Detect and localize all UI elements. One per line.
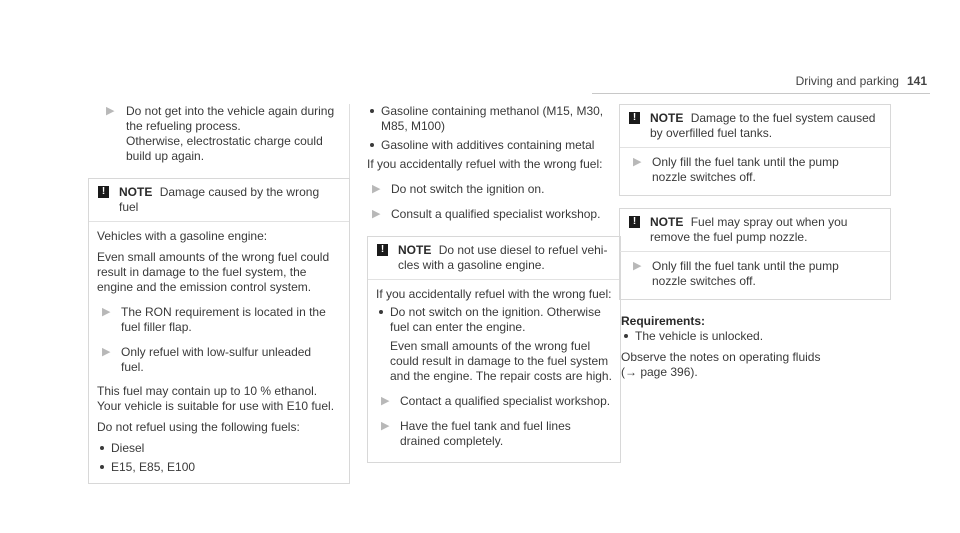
note-title: NOTE <box>650 111 684 125</box>
step-fill-until: ▶ Only fill the fuel tank until the pump nozzle switches off. <box>633 155 839 184</box>
list-item: The vehicle is unlocked. <box>621 329 891 344</box>
column-3 <box>619 104 891 386</box>
list-item: Gasoline containing methanol (M15, M30, M85, M100) <box>367 104 621 134</box>
note-wrong-fuel <box>88 178 350 484</box>
step-drain: ▶ Have the fuel tank and fuel lines drained completely. <box>381 419 571 448</box>
note-body <box>620 147 890 195</box>
note-heading: Damage caused by the wrong fuel <box>119 185 320 214</box>
step-arrow-icon: ▶ <box>381 395 390 407</box>
note-paragraph: Even small amounts of the wrong fuel could result in damage to the fuel system and the engine. The repair costs are high. <box>390 339 612 383</box>
requirements-title: Requirements: <box>621 314 706 328</box>
paragraph: Observe the notes on operating fluids (→ page 396). <box>621 350 821 379</box>
note-header: ! NOTE Damage to the fuel system caused by overfilled fuel tanks. <box>620 105 890 147</box>
note-header <box>89 179 349 221</box>
list-item: Do not switch on the ignition. Otherwise fuel can enter the engine. <box>376 305 612 335</box>
step-no-ignition: ▶ Do not switch the ignition on. <box>372 182 545 196</box>
note-overfill <box>619 104 891 196</box>
step-arrow-icon: ▶ <box>102 306 111 318</box>
step-arrow-icon: ▶ <box>106 105 115 117</box>
warning-icon: ! <box>377 244 388 256</box>
note-paragraph: If you accidentally refuel with the wrong fuel: <box>376 287 612 301</box>
step-arrow-icon: ▶ <box>102 346 111 358</box>
requirements <box>619 314 891 380</box>
note-header: ! NOTE Do not use diesel to refuel vehi- cles with a gasoline engine. <box>368 237 620 279</box>
list-item: E15, E85, E100 <box>97 460 341 475</box>
paragraph: If you accidentally refuel with the wrong fuel: <box>367 157 603 171</box>
section-title: Driving and parking <box>795 74 899 88</box>
note-paragraph: This fuel may contain up to 10 % ethanol. Your vehicle is suitable for use with E10 fuel. <box>97 384 335 413</box>
step-arrow-icon: ▶ <box>381 420 390 432</box>
step-low-sulfur: ▶ Only refuel with low-sulfur unleaded fuel. <box>102 345 312 374</box>
step-consult: ▶ Consult a qualified specialist workshop. <box>372 207 601 221</box>
note-title: NOTE <box>398 243 432 257</box>
note-title: NOTE <box>119 185 153 199</box>
step-line: build up again. <box>126 149 205 163</box>
step-fill-until: ▶ Only fill the fuel tank until the pump nozzle switches off. <box>633 259 839 288</box>
note-title: NOTE <box>650 215 684 229</box>
note-paragraph: Even small amounts of the wrong fuel could result in damage to the fuel system, the engine and the emission control system. <box>97 250 330 294</box>
note-body <box>620 251 890 299</box>
step-arrow-icon: ▶ <box>633 156 642 168</box>
note-body <box>89 221 349 483</box>
warning-icon: ! <box>629 112 640 124</box>
step-arrow-icon: ▶ <box>372 208 381 220</box>
note-paragraph: Do not refuel using the following fuels: <box>97 420 300 434</box>
step-ron: ▶ The RON requirement is located in the fuel filler flap. <box>102 305 326 334</box>
step-stay-outside <box>100 104 350 164</box>
warning-icon: ! <box>98 186 109 198</box>
note-diesel <box>367 236 621 463</box>
list-item: Gasoline with additives containing metal <box>367 138 621 153</box>
column-2 <box>367 104 621 463</box>
note-body <box>368 279 620 462</box>
page-reference-link[interactable]: (→ page 396). <box>621 365 698 379</box>
warning-icon: ! <box>629 216 640 228</box>
step-line: Otherwise, electrostatic charge could <box>126 134 323 148</box>
step-arrow-icon: ▶ <box>372 183 381 195</box>
note-spray <box>619 208 891 300</box>
column-1 <box>88 104 350 484</box>
list-item: Diesel <box>97 441 341 456</box>
step-line: the refueling process. <box>126 119 241 133</box>
note-paragraph: Vehicles with a gasoline engine: <box>97 229 268 243</box>
step-arrow-icon: ▶ <box>633 260 642 272</box>
note-header: ! NOTE Fuel may spray out when you remove the fuel pump nozzle. <box>620 209 890 251</box>
step-contact: ▶ Contact a qualified specialist workshop. <box>381 394 611 408</box>
page-header <box>787 74 927 89</box>
step-line: Do not get into the vehicle again during <box>126 104 335 118</box>
header-rule <box>592 93 930 94</box>
page-number: 141 <box>906 74 927 88</box>
